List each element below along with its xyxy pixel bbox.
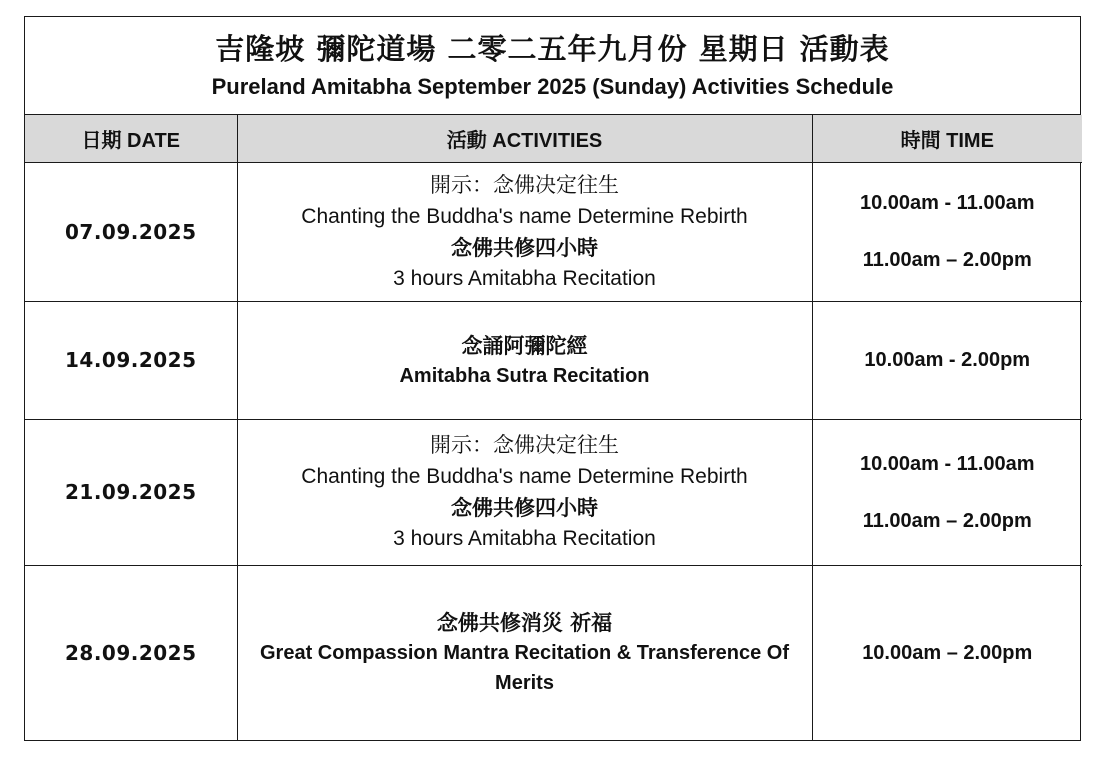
schedule-sheet: [24, 16, 1081, 741]
title-block: [25, 17, 1080, 115]
time-spacer: [813, 216, 1083, 247]
time-line: 10.00am – 2.00pm: [862, 641, 1033, 664]
activities-table: [25, 115, 1082, 740]
time-line: 11.00am – 2.00pm: [862, 249, 1032, 271]
row-activities: [237, 565, 812, 740]
table-row: [25, 565, 1082, 740]
row-activities: [237, 419, 812, 565]
table-row: [25, 162, 1082, 301]
activity-line: Great Compassion Mantra Recitation & Transference Of Merits: [259, 642, 790, 695]
title-english: Pureland Amitabha September 2025 (Sunday) Activities Schedule: [211, 74, 894, 99]
header-time: 時間 TIME: [812, 115, 1082, 162]
activity-line: 念佛共修消災 祈福: [436, 610, 613, 636]
row-times: [812, 162, 1082, 301]
row-times: [812, 419, 1082, 565]
row-activities: [237, 301, 812, 419]
activity-line: 念佛共修四小時: [451, 234, 598, 260]
activity-line: 念誦阿彌陀經: [461, 332, 588, 358]
title-chinese: 吉隆坡 彌陀道場 二零二五年九月份 星期日 活動表: [215, 32, 890, 66]
activity-line: 開示：念佛决定往生: [430, 434, 619, 457]
activity-line: 3 hours Amitabha Recitation: [393, 266, 656, 290]
activity-line: 念佛共修四小時: [451, 495, 598, 520]
activity-line: 3 hours Amitabha Recitation: [393, 527, 656, 550]
activity-line: Chanting the Buddha's name Determine Rebirth: [301, 204, 748, 228]
time-line: 10.00am - 2.00pm: [864, 349, 1031, 371]
row-date: 21.09.2025: [25, 419, 237, 565]
row-date: 07.09.2025: [25, 162, 237, 301]
time-line: 10.00am - 11.00am: [859, 452, 1035, 475]
table-row: [25, 301, 1082, 419]
row-date: 14.09.2025: [25, 301, 237, 419]
activity-line: Chanting the Buddha's name Determine Rebirth: [301, 465, 748, 488]
time-line: 10.00am - 11.00am: [859, 192, 1035, 214]
time-spacer: [813, 477, 1083, 508]
activity-line: Amitabha Sutra Recitation: [399, 364, 650, 387]
table-row: [25, 419, 1082, 565]
time-line: 11.00am – 2.00pm: [862, 509, 1032, 532]
header-activities: 活動 ACTIVITIES: [237, 115, 812, 162]
table-header-row: [25, 115, 1082, 162]
activity-line: 開示：念佛决定往生: [430, 173, 619, 197]
header-date: 日期 DATE: [25, 115, 237, 162]
row-times: [812, 301, 1082, 419]
row-times: [812, 565, 1082, 740]
row-date: 28.09.2025: [25, 565, 237, 740]
row-activities: [237, 162, 812, 301]
